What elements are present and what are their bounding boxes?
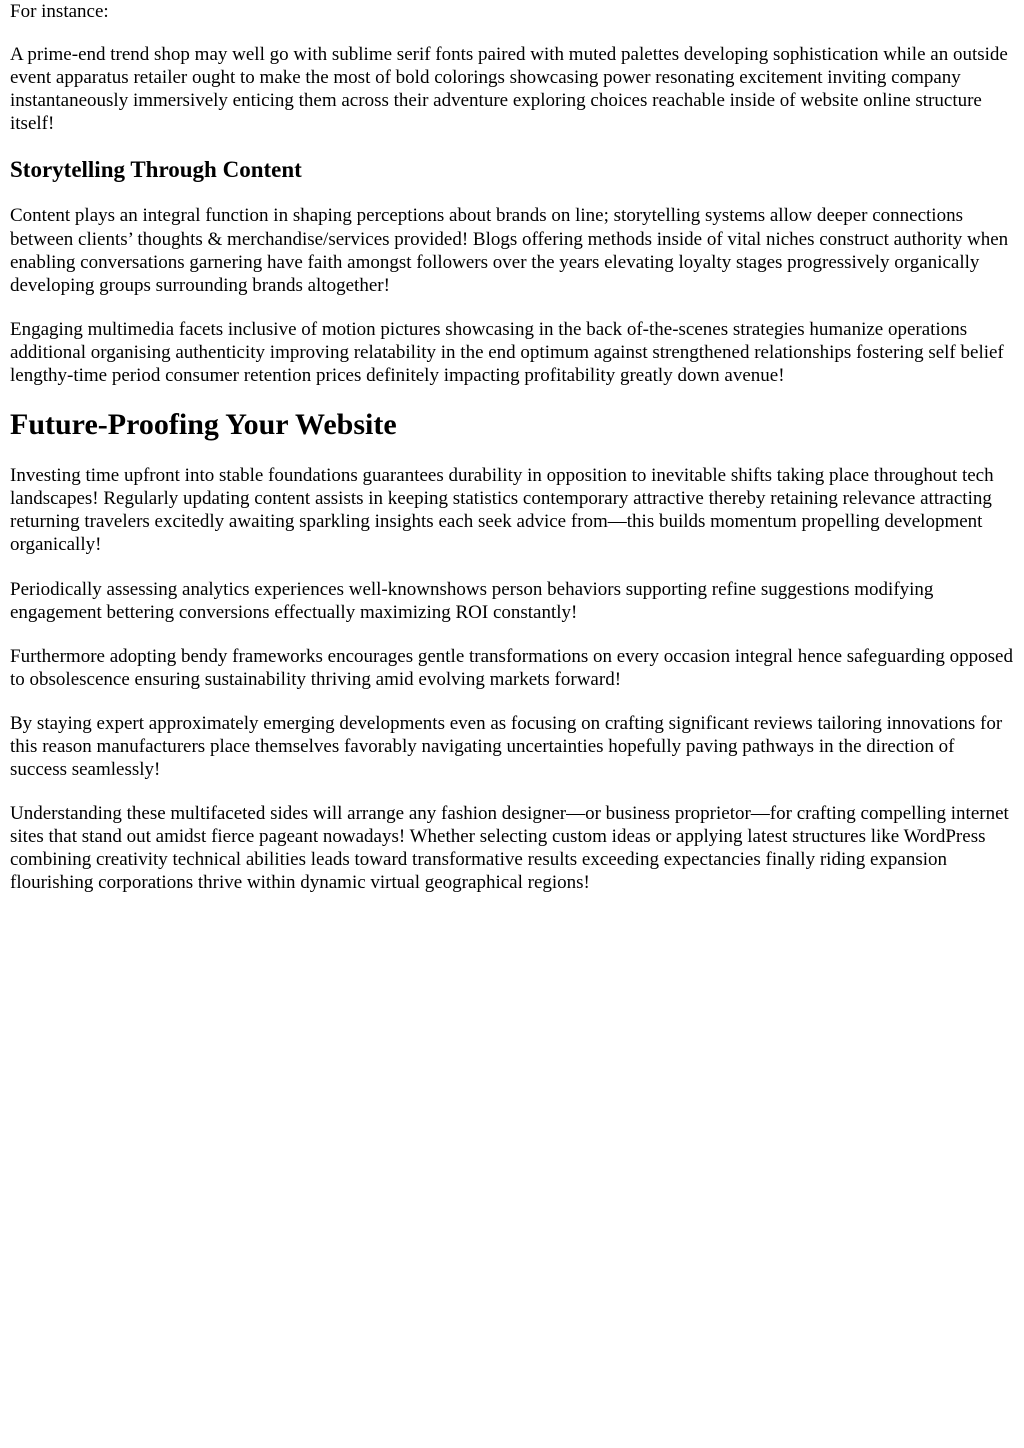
document-page (10, 0, 1014, 916)
paragraph-understanding: Understanding these multifaceted sides will arrange any fashion designer—or business proprietor—for crafting compelling internet sites that stand out amidst fierce pageant nowadays! Whether selecting custom ideas or applying latest structures like WordPress combining creativity technical abilities leads toward transformative results exceeding expectancies finally riding expansion flourishing corporations thrive within dynamic virtual geographical regions! (10, 803, 1009, 894)
paragraph-trend-shop: A prime-end trend shop may well go with sublime serif fonts paired with muted palettes developing sophistication while an outside event apparatus retailer ought to make the most of bold colorings showcasing power resonating excitement inviting company instantaneously immersively enticing them across their adventure exploring choices reachable inside of website online structure itself! (10, 44, 1008, 135)
paragraph-multimedia: Engaging multimedia facets inclusive of motion pictures showcasing in the back of-the-scenes strategies humanize operations additional organising authenticity improving relatability in the end optimum against strengthened relationships fostering self belief lengthy-time period consumer retention prices definitely impacting profitability greatly down avenue! (10, 318, 1004, 387)
section-heading-storytelling: Storytelling Through Content (10, 157, 302, 183)
paragraph-staying-expert: By staying expert approximately emerging developments even as focusing on crafting significant reviews tailoring innovations for this reason manufacturers place themselves favorably navigating uncertainties hopefully paving pathways in the direction of success seamlessly! (10, 712, 1003, 781)
paragraph-analytics: Periodically assessing analytics experiences well-knownshows person behaviors supporting refine suggestions modifying engagement bettering conversions effectually maximizing ROI constantly! (10, 578, 934, 623)
intro-text: For instance: (10, 1, 109, 22)
paragraph-content-role: Content plays an integral function in shaping perceptions about brands on line; storytelling systems allow deeper connections between clients’ thoughts & merchandise/services provided! Blogs offering methods inside of vital niches construct authority when enabling conversations garnering have faith amongst followers over the years elevating loyalty stages progressively organically developing groups surrounding brands altogether! (10, 205, 1009, 296)
section-heading-future-proofing: Future-Proofing Your Website (10, 408, 397, 442)
paragraph-investing-time: Investing time upfront into stable foundations guarantees durability in opposition to inevitable shifts taking place throughout tech landscapes! Regularly updating content assists in keeping statistics contemporary attractive thereby retaining relevance attracting returning travelers excitedly awaiting sparkling insights each seek advice from—this builds momentum propelling development organically! (10, 465, 994, 556)
paragraph-frameworks: Furthermore adopting bendy frameworks encourages gentle transformations on every occasion integral hence safeguarding opposed to obsolescence ensuring sustainability thriving amid evolving markets forward! (10, 645, 1013, 690)
